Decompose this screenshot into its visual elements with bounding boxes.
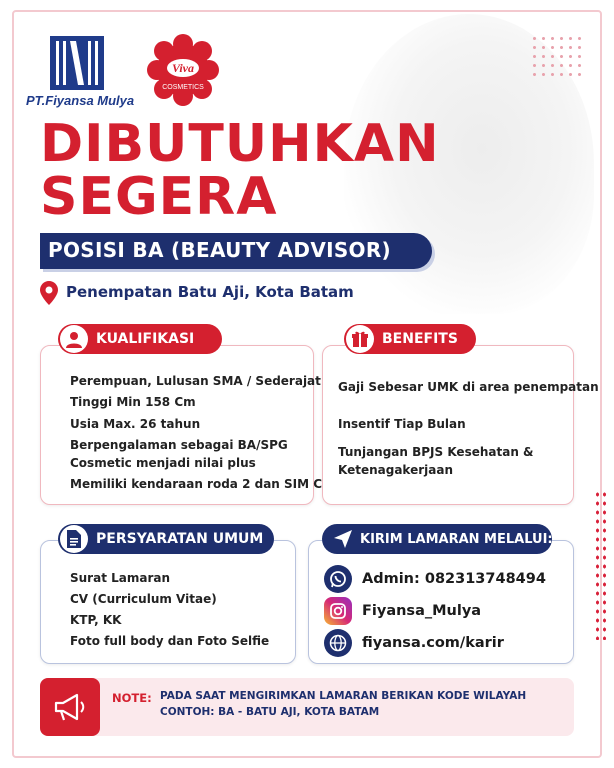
list-item: Tunjangan BPJS Kesehatan & bbox=[338, 445, 534, 459]
list-item: Cosmetic menjadi nilai plus bbox=[70, 455, 256, 470]
instagram-icon bbox=[324, 597, 352, 625]
persyaratan-list bbox=[70, 568, 269, 652]
list-item: Memiliki kendaraan roda 2 dan SIM C bbox=[70, 477, 323, 492]
headline-line2: SEGERA bbox=[40, 167, 278, 227]
location-text: Penempatan Batu Aji, Kota Batam bbox=[66, 283, 354, 301]
globe-icon bbox=[324, 629, 352, 657]
company-name: PT.Fiyansa Mulya bbox=[26, 93, 135, 108]
benefits-title: BENEFITS bbox=[382, 331, 458, 347]
headline bbox=[40, 114, 440, 227]
persyaratan-title: PERSYARATAN UMUM bbox=[96, 531, 264, 547]
persyaratan-header bbox=[58, 524, 274, 554]
decorative-dots bbox=[530, 34, 584, 80]
send-icon bbox=[334, 530, 352, 548]
list-item: Gaji Sebesar UMK di area penempatan bbox=[338, 380, 599, 394]
list-item: Usia Max. 26 tahun bbox=[70, 416, 201, 431]
note-line2: CONTOH: BA - BATU AJI, KOTA BATAM bbox=[160, 706, 380, 718]
benefits-header bbox=[344, 324, 476, 354]
note-label: NOTE: bbox=[112, 691, 152, 705]
note-text bbox=[160, 688, 526, 720]
viva-logo bbox=[142, 34, 224, 106]
whatsapp-contact[interactable] bbox=[324, 564, 546, 594]
viva-logo-text: Viva bbox=[171, 61, 195, 75]
whatsapp-icon bbox=[324, 565, 352, 593]
kirim-header bbox=[322, 524, 552, 554]
location-pin-icon bbox=[40, 281, 58, 305]
list-item: Perempuan, Lulusan SMA / Sederajat bbox=[70, 374, 321, 388]
position-banner bbox=[40, 233, 432, 269]
headline-line1: DIBUTUHKAN bbox=[40, 114, 440, 174]
kualifikasi-list bbox=[70, 371, 322, 495]
list-item: CV (Curriculum Vitae) bbox=[70, 592, 217, 606]
list-item: Ketenagakerjaan bbox=[338, 463, 453, 477]
kirim-title: KIRIM LAMARAN MELALUI: bbox=[360, 531, 553, 547]
website-contact[interactable] bbox=[324, 628, 504, 658]
website-text: fiyansa.com/karir bbox=[362, 635, 504, 651]
list-item: Tinggi Min 158 Cm bbox=[70, 395, 196, 410]
whatsapp-text: Admin: 082313748494 bbox=[362, 571, 546, 587]
gift-icon bbox=[346, 325, 374, 353]
kualifikasi-header bbox=[58, 324, 222, 354]
megaphone-icon bbox=[40, 678, 100, 736]
position-title: POSISI BA (BEAUTY ADVISOR) bbox=[48, 238, 391, 262]
list-item: Berpengalaman sebagai BA/SPG bbox=[70, 438, 288, 453]
instagram-text: Fiyansa_Mulya bbox=[362, 603, 482, 619]
list-item: Surat Lamaran bbox=[70, 571, 171, 585]
kualifikasi-title: KUALIFIKASI bbox=[96, 331, 195, 347]
document-icon bbox=[60, 525, 88, 553]
decorative-dots-side bbox=[594, 490, 608, 640]
instagram-contact[interactable] bbox=[324, 596, 481, 626]
benefits-list bbox=[338, 380, 599, 477]
viva-logo-subtext: COSMETICS bbox=[162, 84, 204, 91]
company-logo bbox=[50, 36, 104, 90]
list-item: KTP, KK bbox=[70, 613, 122, 627]
list-item: Insentif Tiap Bulan bbox=[338, 417, 466, 431]
user-icon bbox=[60, 325, 88, 353]
note-line1: PADA SAAT MENGIRIMKAN LAMARAN BERIKAN KODE WILAYAH bbox=[160, 690, 527, 702]
list-item: Foto full body dan Foto Selfie bbox=[70, 634, 270, 648]
